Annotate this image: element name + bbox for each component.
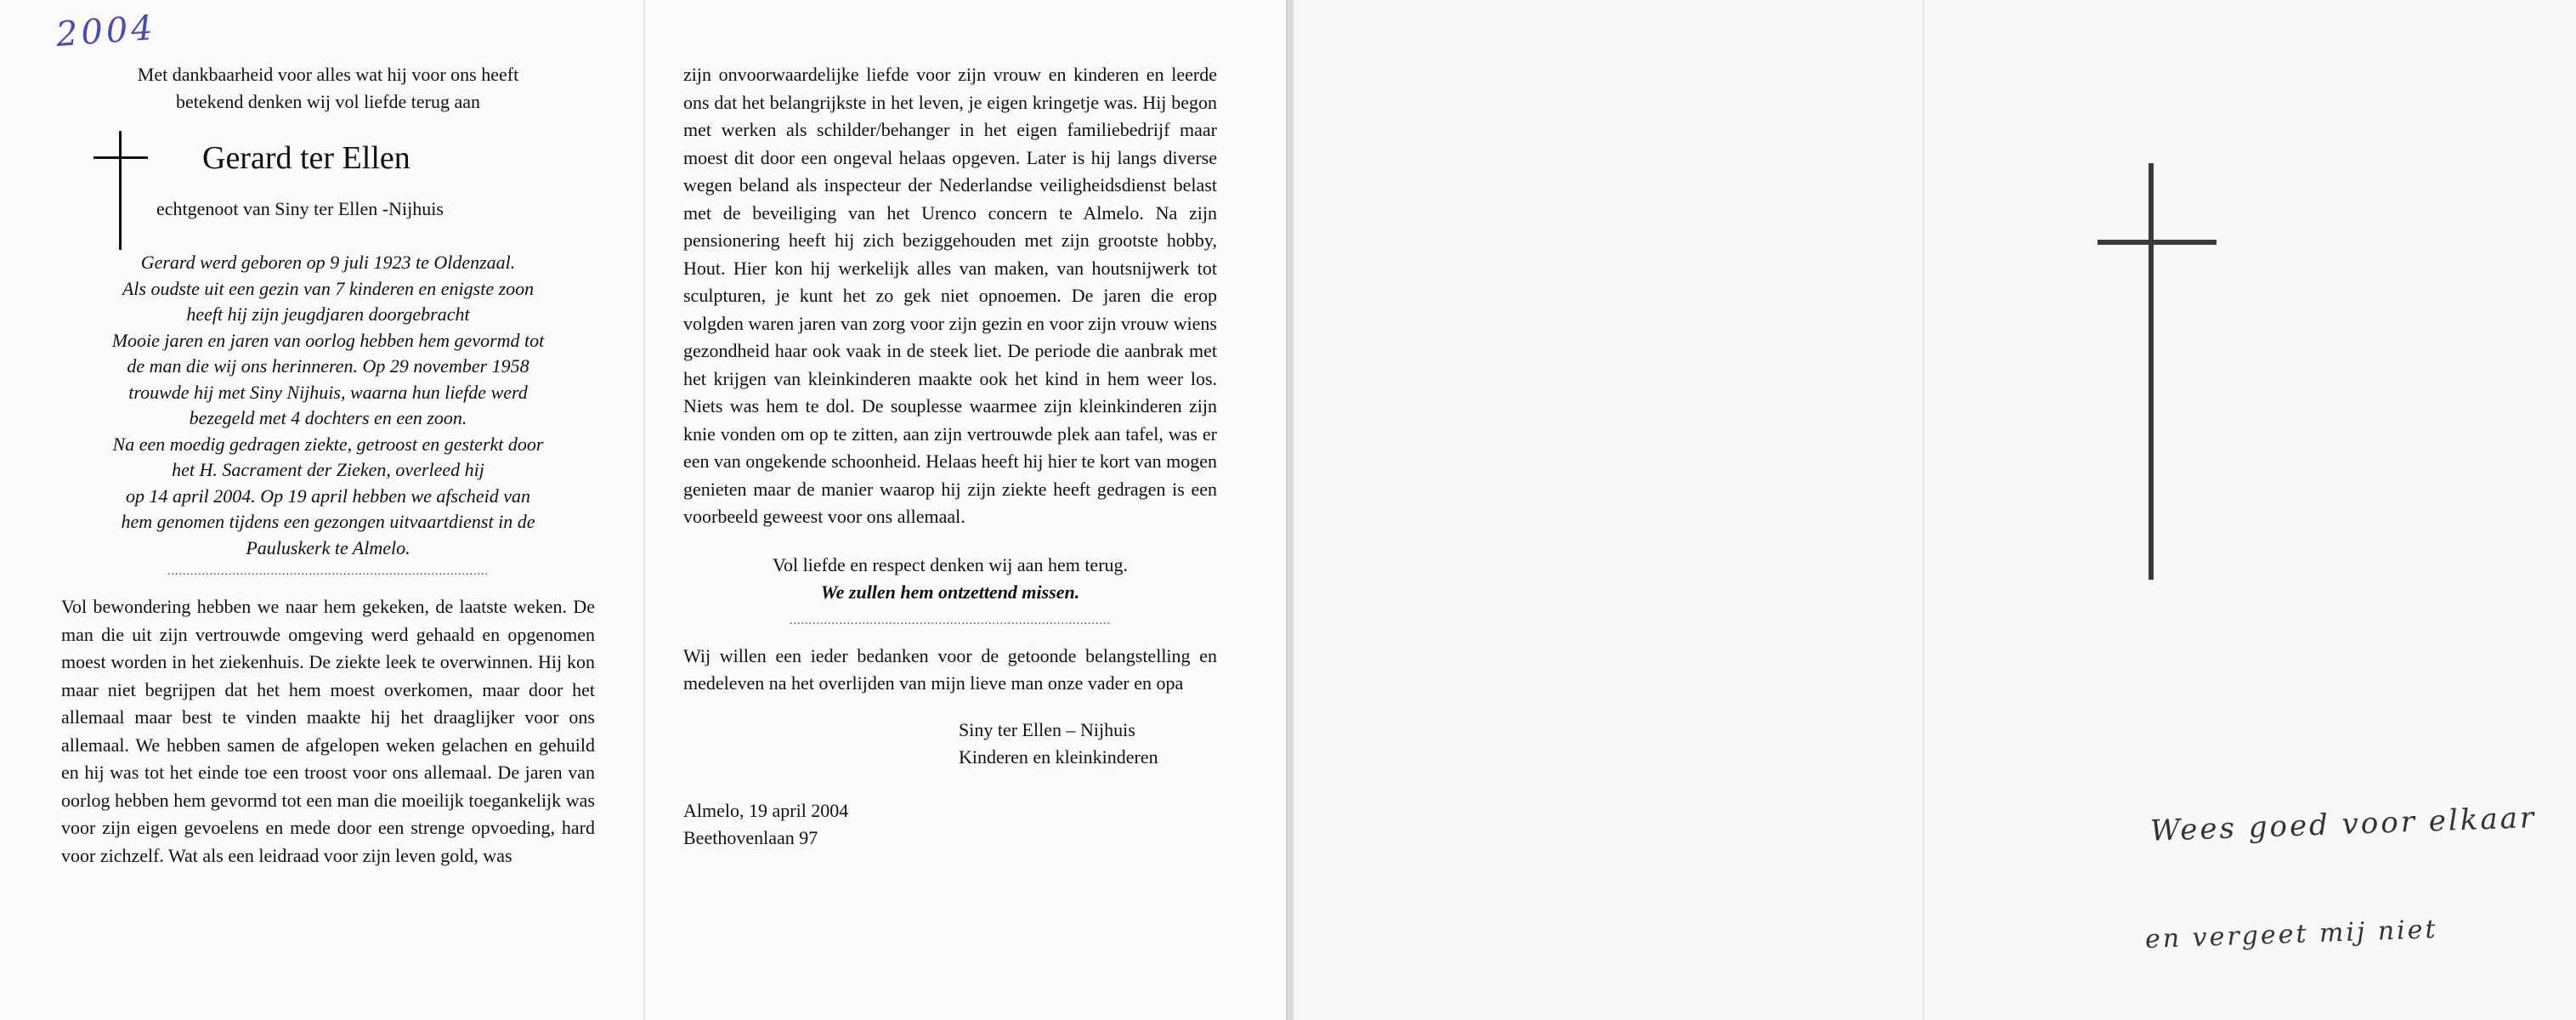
cross-icon — [119, 131, 122, 250]
motto-line-2: en vergeet mij niet — [2144, 914, 2439, 955]
fold-line-right — [1922, 0, 1924, 1020]
large-cross-vertical — [2149, 163, 2154, 580]
middle-column — [683, 61, 1217, 853]
bio-line: bezegeld met 4 dochters en een zoon. — [189, 407, 467, 428]
missed-line: We zullen hem ontzettend missen. — [820, 581, 1080, 603]
large-cross-horizontal — [2098, 240, 2216, 245]
bio-line: Pauluskerk te Almelo. — [246, 536, 410, 558]
bio-line: Gerard werd geboren op 9 juli 1923 te Oldenzaal. — [140, 252, 516, 273]
deceased-name: Gerard ter Ellen — [202, 140, 410, 176]
bio-line: Mooie jaren en jaren van oorlog hebben hem gevormd tot — [111, 329, 545, 351]
intro-text — [61, 61, 595, 116]
thanks-text: Wij willen een ieder bedanken voor de getoonde belangstelling en medeleven na het overlijden van mijn lieve man onze vader en opa — [683, 644, 1217, 694]
bio-line: het H. Sacrament der Zieken, overleed hij — [172, 459, 484, 480]
biography — [61, 250, 595, 561]
place-date-block — [683, 797, 1217, 853]
intro-line: Met dankbaarheid voor alles wat hij voor ons heeft — [137, 64, 519, 85]
dotted-divider: .................................................................................... — [790, 614, 1111, 627]
motto-line-1: Wees goed voor elkaar — [2149, 801, 2537, 848]
name-block — [61, 131, 595, 241]
signature-spouse: Siny ter Ellen – Nijhuis — [959, 718, 1135, 740]
signature-block — [959, 717, 1217, 772]
large-cross-icon — [2098, 163, 2216, 580]
handwritten-number: 2004 — [54, 8, 158, 55]
right-sheet — [1294, 0, 2576, 1020]
bio-line: trouwde hij met Siny Nijhuis, waarna hun liefde werd — [128, 381, 528, 403]
cross-icon-bar — [93, 156, 148, 159]
dotted-divider: .................................................................................... — [167, 565, 489, 578]
remembrance-line: Vol liefde en respect denken wij aan hem terug. — [772, 553, 1129, 575]
bio-line: de man die wij ons herinneren. Op 29 november 1958 — [127, 355, 529, 377]
spouse-line: echtgenoot van Siny ter Ellen -Nijhuis — [156, 198, 444, 219]
memorial-paragraph: Vol bewondering hebben we naar hem gekeken, de laatste weken. De man die uit zijn vertrouwde omgeving werd gehaald en opgenomen moest worden in het ziekenhuis. De ziekte leek te overwinnen. Hij kon maar niet begrijpen dat het hem moest overkomen, maar door het allemaal maar best te vinden maakte hij het draaglijker voor ons allemaal. We hebben samen de afgelopen weken gelachen en gehuild en hij was tot het einde toe een troost voor ons allemaal. De jaren van oorlog hebben hem gevormd tot een man die moeilijk toegankelijk was voor zijn eigen gevoelens en mede door een strenge opvoeding, hard voor zichzelf. Wat als een leidraad voor zijn leven gold, was — [61, 596, 595, 866]
intro-line: betekend denken wij vol liefde terug aan — [176, 91, 480, 112]
place-date: Almelo, 19 april 2004 — [683, 799, 849, 821]
bio-line: Als oudste uit een gezin van 7 kinderen en enigste zoon — [122, 277, 535, 299]
signature-family: Kinderen en kleinkinderen — [959, 746, 1158, 768]
address: Beethovenlaan 97 — [683, 827, 818, 848]
fold-line-left — [643, 0, 645, 1020]
memorial-paragraph-continued: zijn onvoorwaardelijke liefde voor zijn vrouw en kinderen en leerde ons dat het belangrijkste in het leven, je eigen kringetje was. Hij begon met werken als schilder/behanger in het eigen familiebedrijf maar moest dit door een ongeval helaas opgeven. Later is hij langs diverse wegen beland als inspecteur der Nederlandse veiligheidsdienst belast met de beveiliging van het Urenco concern te Almelo. Na zijn pensionering heeft hij zich beziggehouden met zijn grootste hobby, Hout. Hier kon hij werkelijk alles van maken, van houtsnijwerk tot sculpturen, je kunt het zo gek niet opnoemen. De jaren die erop volgden waren jaren van zorg voor zijn gezin en voor zijn vrouw wiens gezondheid haar ook vaak in de steek liet. De periode die aanbrak met het krijgen van kleinkinderen maakte ook het kind in hem weer los. Niets was hem te dol. De souplesse waarmee zijn kleinkinderen zijn knie vonden om op te zitten, aan zijn vertrouwde plek aan tafel, was er een van ongekende schoonheid. Helaas heeft hij hier te kort van mogen genieten maar de manier waarop hij zijn ziekte heeft gedragen is een voorbeeld geweest voor ons allemaal. — [683, 64, 1217, 527]
bio-line: op 14 april 2004. Op 19 april hebben we afscheid van — [125, 484, 530, 507]
bio-line: hem genomen tijdens een gezongen uitvaartdienst in de — [121, 511, 535, 532]
bio-line: heeft hij zijn jeugdjaren doorgebracht — [186, 303, 470, 325]
left-column — [61, 61, 595, 870]
bio-line: Na een moedig gedragen ziekte, getroost en gesterkt door — [112, 433, 544, 455]
